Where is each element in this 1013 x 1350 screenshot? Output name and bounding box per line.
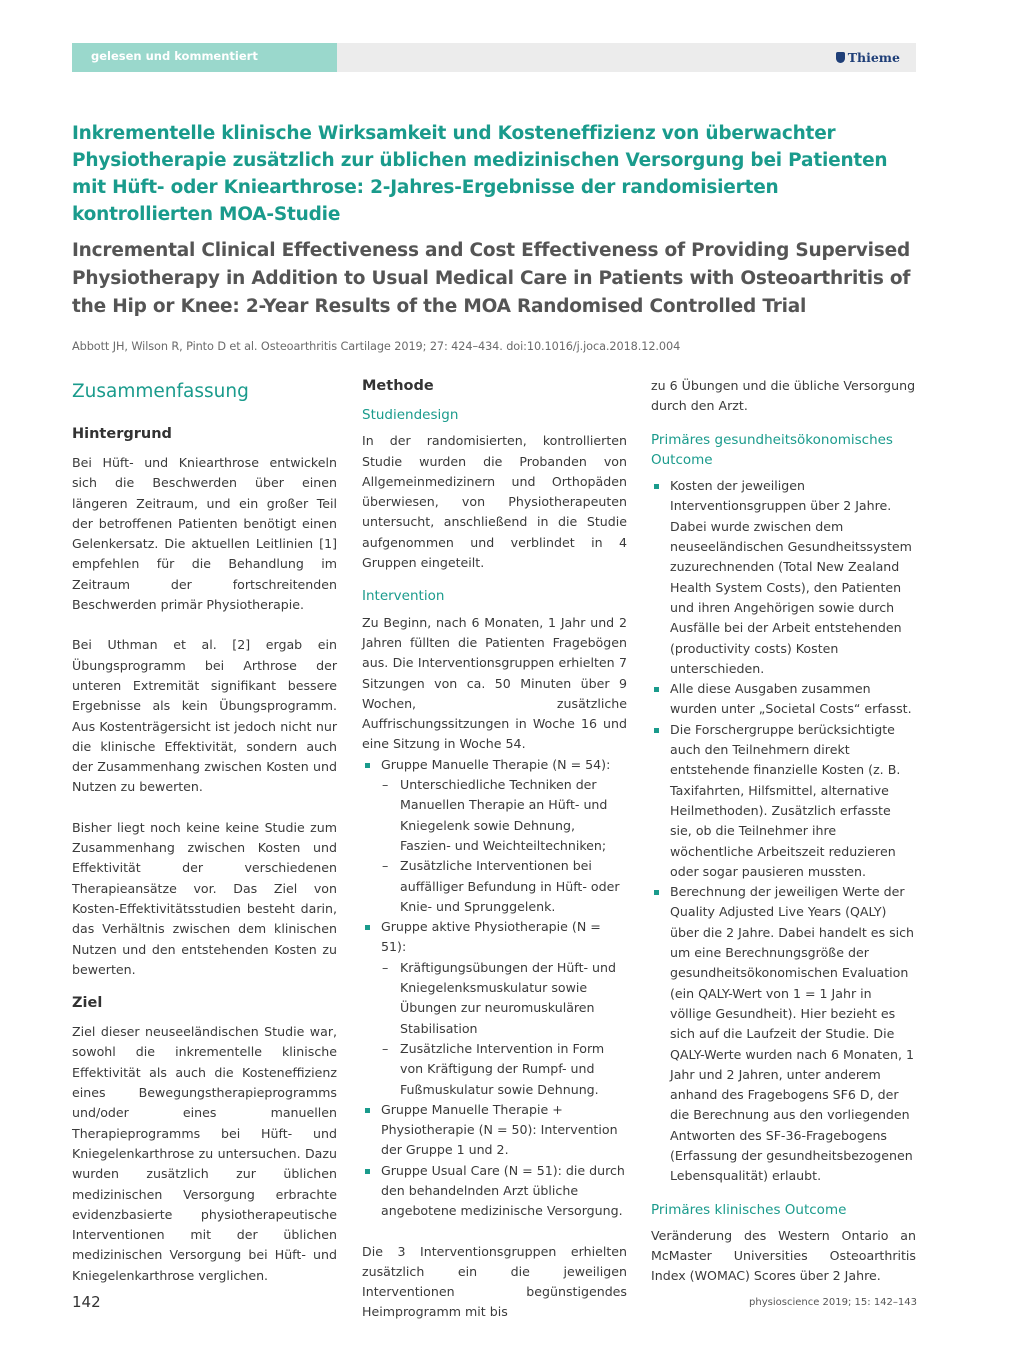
paragraph: zu 6 Übungen und die übliche Versorgung durch den Arzt. [651, 378, 916, 414]
paragraph: Bei Hüft- und Kniearthrose entwickeln sich die Beschwerden über einen längeren Zeitraum, und ein großer Teil der betroffenen Patienten benötigt einen Gelenkersatz. Die aktuellen Leitlinien [1] empfehlen für die Behandlung im Zeitraum der fortschreitenden Beschwerden primär Physiotherapie. [72, 455, 337, 613]
subheading-klinisches-outcome: Primäres klinisches Outcome [651, 1201, 847, 1218]
list-item: Die Forschergruppe berücksichtigte auch den Teilnehmern direkt entstehende finanzielle Kosten (z. B. Taxifahrten, Hilfsmittel, alternative Heilmethoden). Zusätzlich erfasste sie, ob die Teilnehmer ihre wöchentliche Arbeitszeit reduzieren oder sogar pausieren mussten. [651, 720, 916, 882]
list-item: – Kräftigungsübungen der Hüft- und Kniegelenksmuskulatur sowie Übungen zur neuromuskulären Stabilisation [381, 958, 627, 1039]
column-1 [72, 376, 337, 1286]
list-item: Berechnung der jeweiligen Werte der Quality Adjusted Live Years (QALY) über die 2 Jahre. Dabei handelt es sich um eine Berechnungsgröße der gesundheitsökonomischen Evaluation (ein QALY-Wert von 1 = 1 Jahr in völlige Gesundheit). Hier bezieht es sich auf die Laufzeit der Studie. Die QALY-Werte wurden nach 6 Monaten, 1 Jahr und 2 Jahren, unter anderem anhand des Fragebogens SF6 D, der die Berechnung aus den vorliegenden Antworten des SF-36-Fragebogens (Erfassung der gesundheitsbezogenen Lebensqualität) erlaubt. [651, 882, 916, 1186]
sub-list [381, 775, 627, 917]
publisher-name: Thieme [847, 50, 900, 65]
thieme-shield-icon [836, 52, 845, 63]
list-item: Gruppe Usual Care (N = 51): die durch den behandelnden Arzt übliche angebotene medizinische Versorgung. [362, 1161, 627, 1222]
subheading-studiendesign: Studiendesign [362, 407, 459, 423]
list-item: Alle diese Ausgaben zusammen wurden unter „Societal Costs“ erfasst. [651, 679, 916, 720]
list-item: – Zusätzliche Interventionen bei auffälliger Befundung in Hüft- oder Knie- und Sprunggelenk. [381, 856, 627, 917]
citation: Abbott JH, Wilson R, Pinto D et al. Osteoarthritis Cartilage 2019; 27: 424–434. doi:10.1016/j.joca.2018.12.004 [72, 340, 681, 353]
column-2 [362, 376, 627, 1323]
journal-reference: physioscience 2019; 15: 142–143 [749, 1297, 917, 1308]
column-3 [651, 376, 916, 1287]
title-german: Inkrementelle klinische Wirksamkeit und Kosteneffizienz von überwachter Physiotherapie zusätzlich zur üblichen medizinischen Versorgung bei Patienten mit Hüft- oder Kniearthrose: 2-Jahres-Ergebnisse der randomisierten kontrollierten MOA-Studie [72, 123, 888, 225]
title-english: Incremental Clinical Effectiveness and Cost Effectiveness of Providing Supervised Physiotherapy in Addition to Usual Medical Care in Patients with Osteoarthritis of the Hip or Knee: 2-Year Results of the MOA Randomised Controlled Trial [72, 240, 911, 317]
subheading-intervention: Intervention [362, 588, 445, 605]
outcome-list [651, 476, 916, 1186]
page-number: 142 [72, 1293, 101, 1311]
publisher-bar [337, 43, 916, 72]
list-item: Gruppe Manuelle Therapie (N = 54): – Unterschiedliche Techniken der Manuellen Therapie an Hüft- und Kniegelenk sowie Dehnung, Faszien- und Weichteiltechniken; – Zusätzliche Interventionen bei auffälliger Befundung in Hüft- oder Knie- und Sprunggelenk. [362, 755, 627, 917]
section-label-bar [72, 43, 337, 72]
group-list [362, 755, 627, 1222]
list-item: – Unterschiedliche Techniken der Manuellen Therapie an Hüft- und Kniegelenk sowie Dehnung, Faszien- und Weichteiltechniken; [381, 775, 627, 856]
paragraph: Bei Uthman et al. [2] ergab ein Übungsprogramm bei Arthrose der unteren Extremität signifikant bessere Ergebnisse als kein Übungsprogramm. Aus Kostenträgersicht ist jedoch nicht nur die klinische Effektivität, sondern auch der Zusammenhang zwischen Kosten und Nutzen zu bewerten. [72, 637, 337, 795]
section-title-zusammenfassung: Zusammenfassung [72, 381, 249, 402]
list-item: Gruppe Manuelle Therapie + Physiotherapie (N = 50): Intervention der Gruppe 1 und 2. [362, 1100, 627, 1161]
subheading-oekonomisches-outcome: Primäres gesundheitsökonomisches Outcome [651, 431, 893, 468]
paragraph: Bisher liegt noch keine keine Studie zum Zusammenhang zwischen Kosten und Effektivität der verschiedenen Therapieansätze vor. Das Ziel von Kosten-Effektivitätsstudien besteht darin, das Verhältnis zwischen dem klinischen Nutzen und den entstehenden Kosten zu bewerten. [72, 819, 337, 977]
paragraph: Zu Beginn, nach 6 Monaten, 1 Jahr und 2 Jahren füllten die Patienten Fragebögen aus. Die Interventionsgruppen erhielten 7 Sitzungen von ca. 50 Minuten über 9 Wochen, zusätzliche Auffrischungssitzungen in Woche 16 und eine Sitzung in Woche 54. [362, 614, 627, 752]
section-label: gelesen und kommentiert [91, 49, 258, 63]
heading-methode: Methode [362, 378, 434, 394]
paragraph: Veränderung des Western Ontario an McMaster Universities Osteoarthritis Index (WOMAC) Scores über 2 Jahre. [651, 1227, 916, 1284]
sub-list [381, 958, 627, 1100]
paragraph: Die 3 Interventionsgruppen erhielten zusätzlich ein die jeweiligen Interventionen begünstigendes Heimprogramm mit bis [362, 1243, 627, 1320]
list-item: Gruppe aktive Physiotherapie (N = 51): – Kräftigungsübungen der Hüft- und Kniegelenksmuskulatur sowie Übungen zur neuromuskulären Stabilisation – Zusätzliche Intervention in Form von Kräftigung der Rumpf- und Fußmuskulatur sowie Dehnung. [362, 917, 627, 1100]
paragraph: In der randomisierten, kontrollierten Studie wurden die Probanden von Allgemeinmedizinern und Orthopäden überwiesen, von Physiotherapeuten untersucht, anschließend in die Studie aufgenommen und verblindet in 4 Gruppen eingeteilt. [362, 433, 627, 571]
list-item: – Zusätzliche Intervention in Form von Kräftigung der Rumpf- und Fußmuskulatur sowie Dehnung. [381, 1039, 627, 1100]
list-item: Kosten der jeweiligen Interventionsgruppen über 2 Jahre. Dabei wurde zwischen dem neuseeländischen Gesundheitssystem zuzurechnenden (Total New Zealand Health System Costs), den Patienten und ihren Angehörigen sowie durch Ausfälle bei der Arbeit entstehenden (productivity costs) Kosten unterschieden. [651, 476, 916, 679]
heading-ziel: Ziel [72, 995, 103, 1012]
heading-hintergrund: Hintergrund [72, 426, 172, 442]
publisher-logo [836, 50, 900, 65]
paragraph: Ziel dieser neuseeländischen Studie war, sowohl die inkrementelle klinische Effektivität als auch die Kosteneffizienz eines Bewegungstherapieprogramms und/oder eines manuellen Therapieprogramms bei Hüft- und Kniegelenkarthrose zu untersuchen. Dazu wurden zusätzlich zur üblichen medizinischen Versorgung erbrachte evidenzbasierte physiotherapeutische Interventionen mit der üblichen medizinischen Versorgung bei Hüft- und Kniegelenkarthrose verglichen. [72, 1024, 337, 1283]
